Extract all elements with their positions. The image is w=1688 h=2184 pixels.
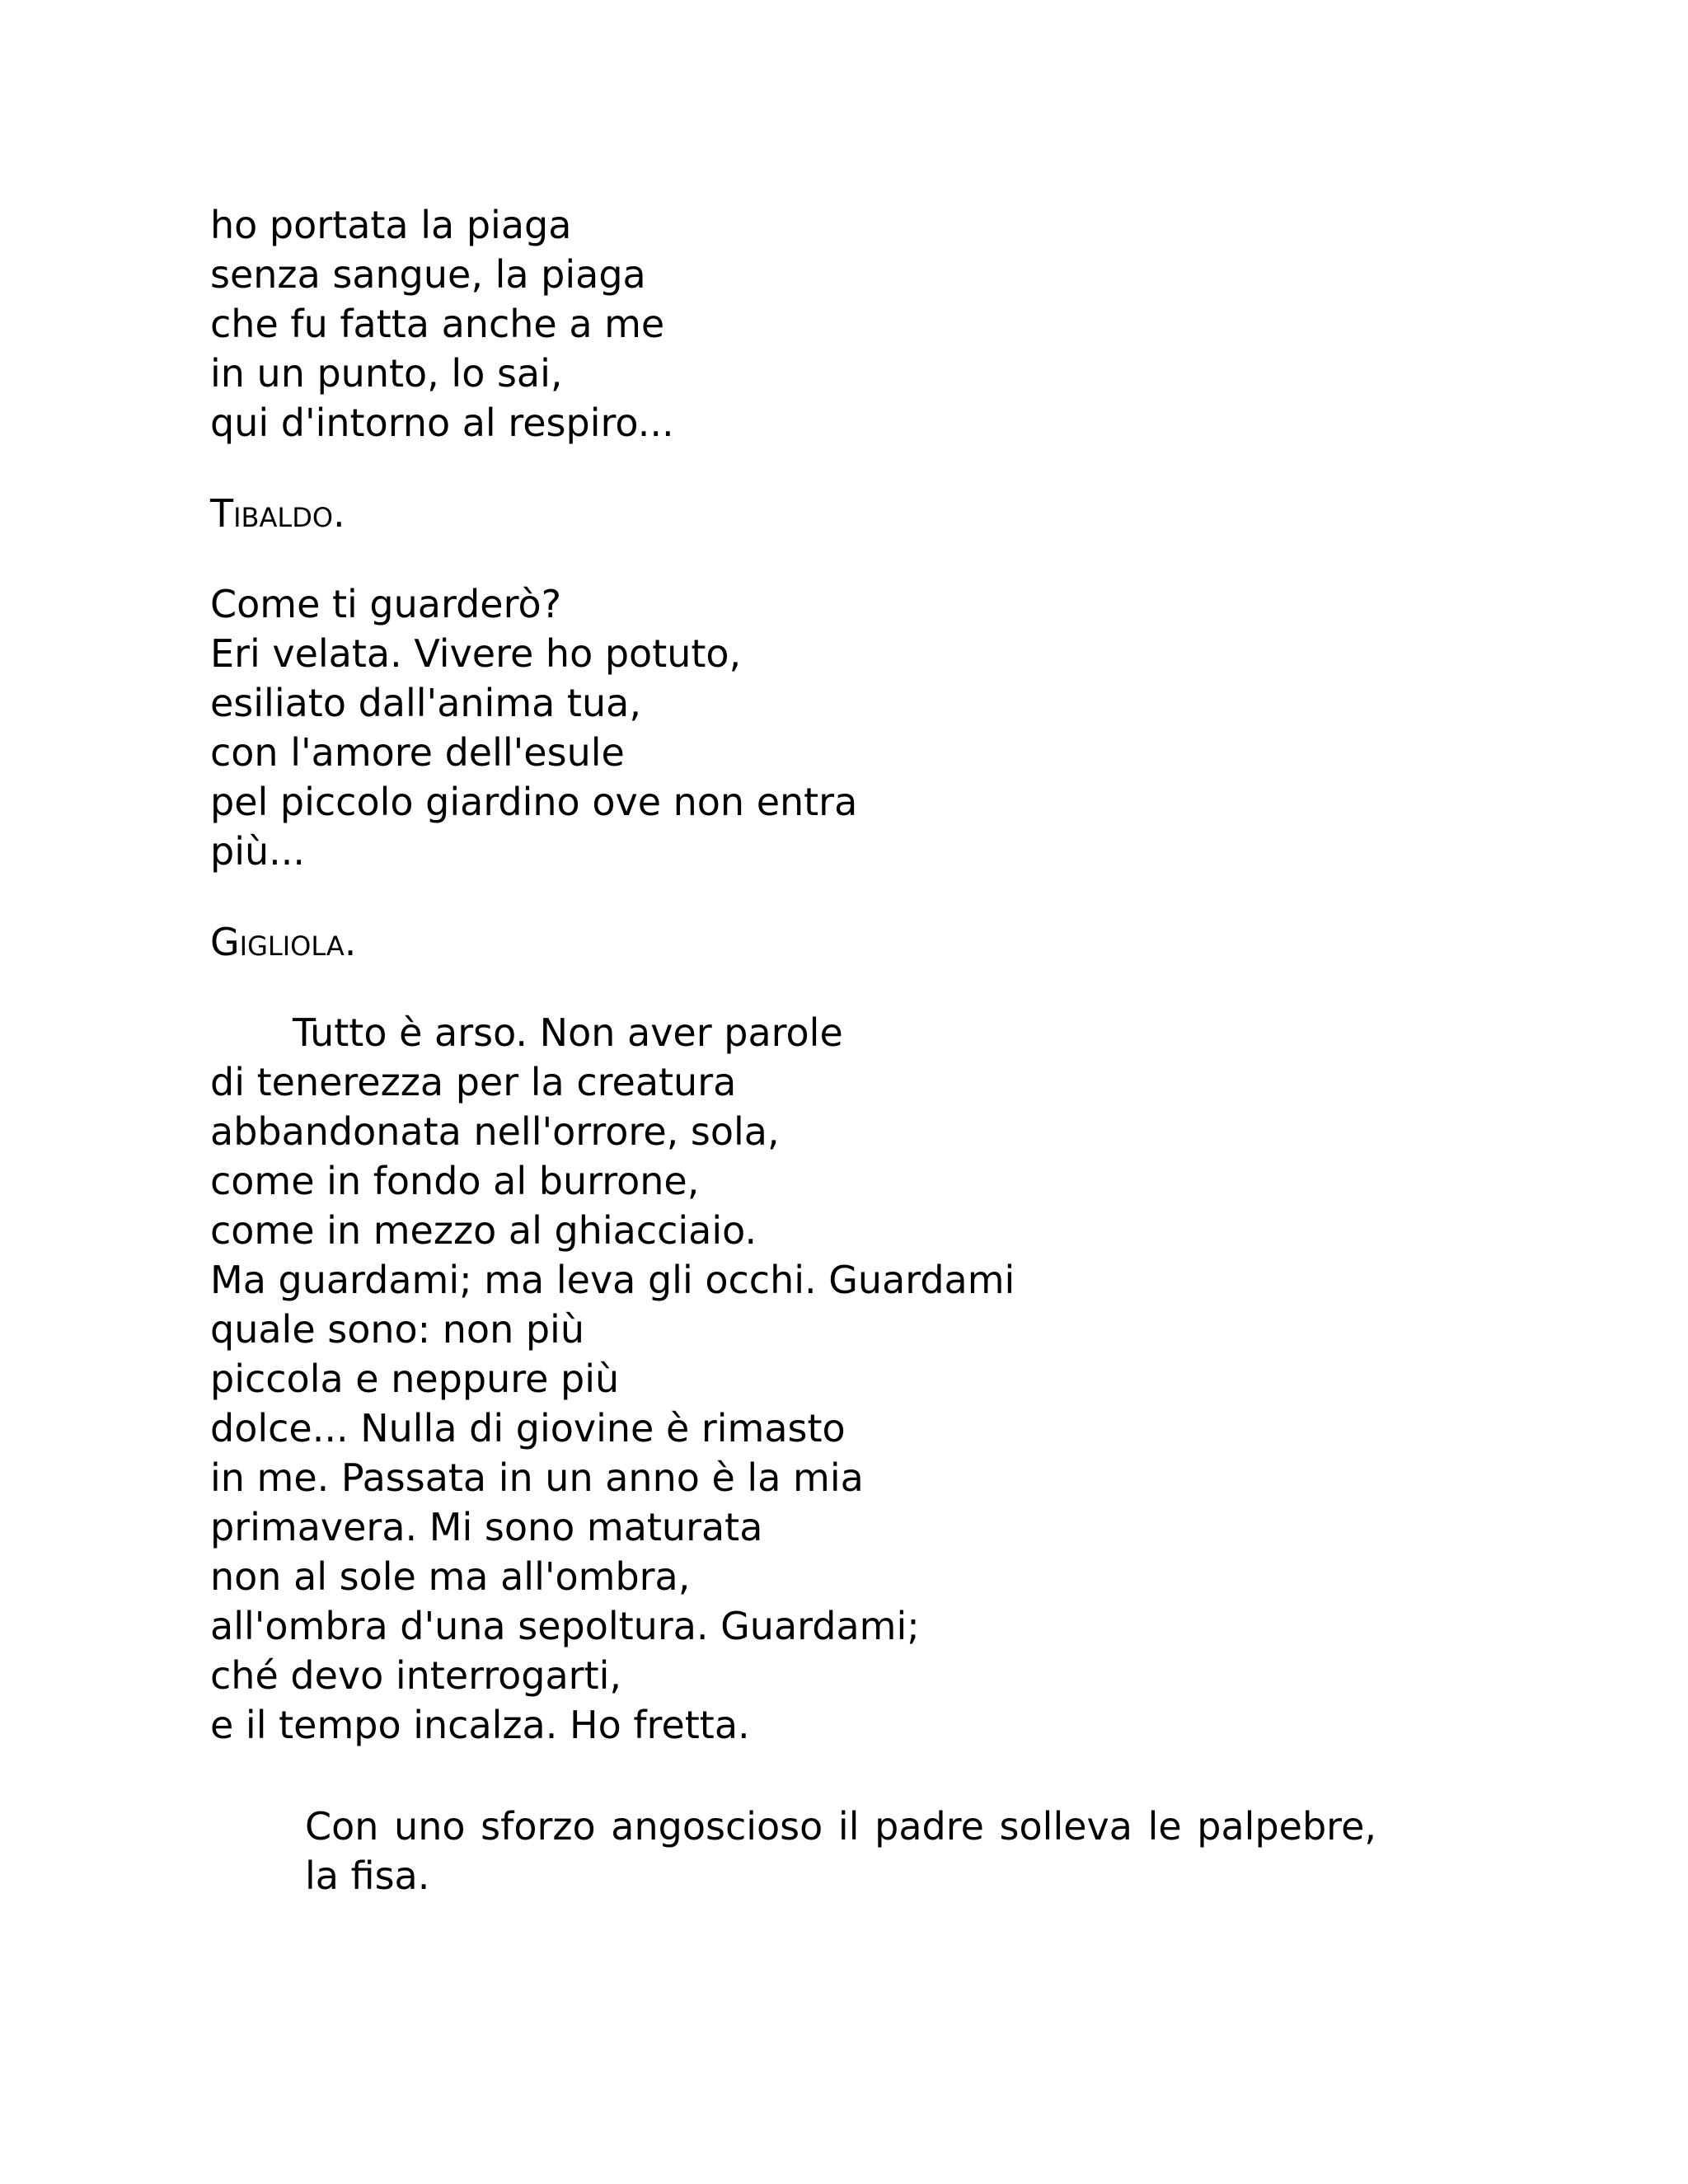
- speaker-name-gigliola: Gigliola.: [210, 920, 357, 964]
- verse-line: senza sangue, la piaga: [210, 252, 646, 297]
- verse-line: come in mezzo al ghiacciaio.: [210, 1208, 757, 1253]
- verse-line: Ma guardami; ma leva gli occhi. Guardami: [210, 1258, 1015, 1302]
- verse-line: abbandonata nell'orrore, sola,: [210, 1109, 780, 1154]
- verse-line: qui d'intorno al respiro...: [210, 401, 674, 445]
- verse-line: all'ombra d'una sepoltura. Guardami;: [210, 1604, 920, 1648]
- verse-line: ché devo interrogarti,: [210, 1653, 622, 1698]
- verse-line: in un punto, lo sai,: [210, 351, 563, 396]
- verse-line: esiliato dall'anima tua,: [210, 681, 641, 725]
- verse-line: ho portata la piaga: [210, 203, 572, 247]
- stage-direction: Con uno sforzo angoscioso il padre solleva le palpebre, la fisa.: [305, 1804, 1376, 1898]
- verse-line: che fu fatta anche a me: [210, 302, 665, 346]
- verse-line: più...: [210, 829, 305, 874]
- verse-line: piccola e neppure più: [210, 1357, 620, 1401]
- verse-block-2: [210, 579, 857, 876]
- verse-line: con l'amore dell'esule: [210, 730, 625, 775]
- verse-line: quale sono: non più: [210, 1307, 584, 1352]
- verse-block-1: [210, 200, 674, 448]
- verse-line: e il tempo incalza. Ho fretta.: [210, 1703, 750, 1747]
- verse-line: Tutto è arso. Non aver parole: [293, 1010, 843, 1055]
- verse-line: non al sole ma all'ombra,: [210, 1554, 691, 1599]
- verse-block-3: [210, 1008, 1015, 1750]
- verse-line: primavera. Mi sono maturata: [210, 1505, 763, 1549]
- verse-line: come in fondo al burrone,: [210, 1159, 700, 1203]
- verse-line: Eri velata. Vivere ho potuto,: [210, 631, 742, 676]
- verse-line: Come ti guarderò?: [210, 582, 562, 626]
- verse-line: in me. Passata in un anno è la mia: [210, 1455, 864, 1500]
- speaker-name-tibaldo: Tibaldo.: [210, 491, 345, 536]
- verse-line: pel piccolo giardino ove non entra: [210, 780, 858, 824]
- verse-line: dolce... Nulla di giovine è rimasto: [210, 1406, 846, 1451]
- verse-line: di tenerezza per la creatura: [210, 1060, 737, 1104]
